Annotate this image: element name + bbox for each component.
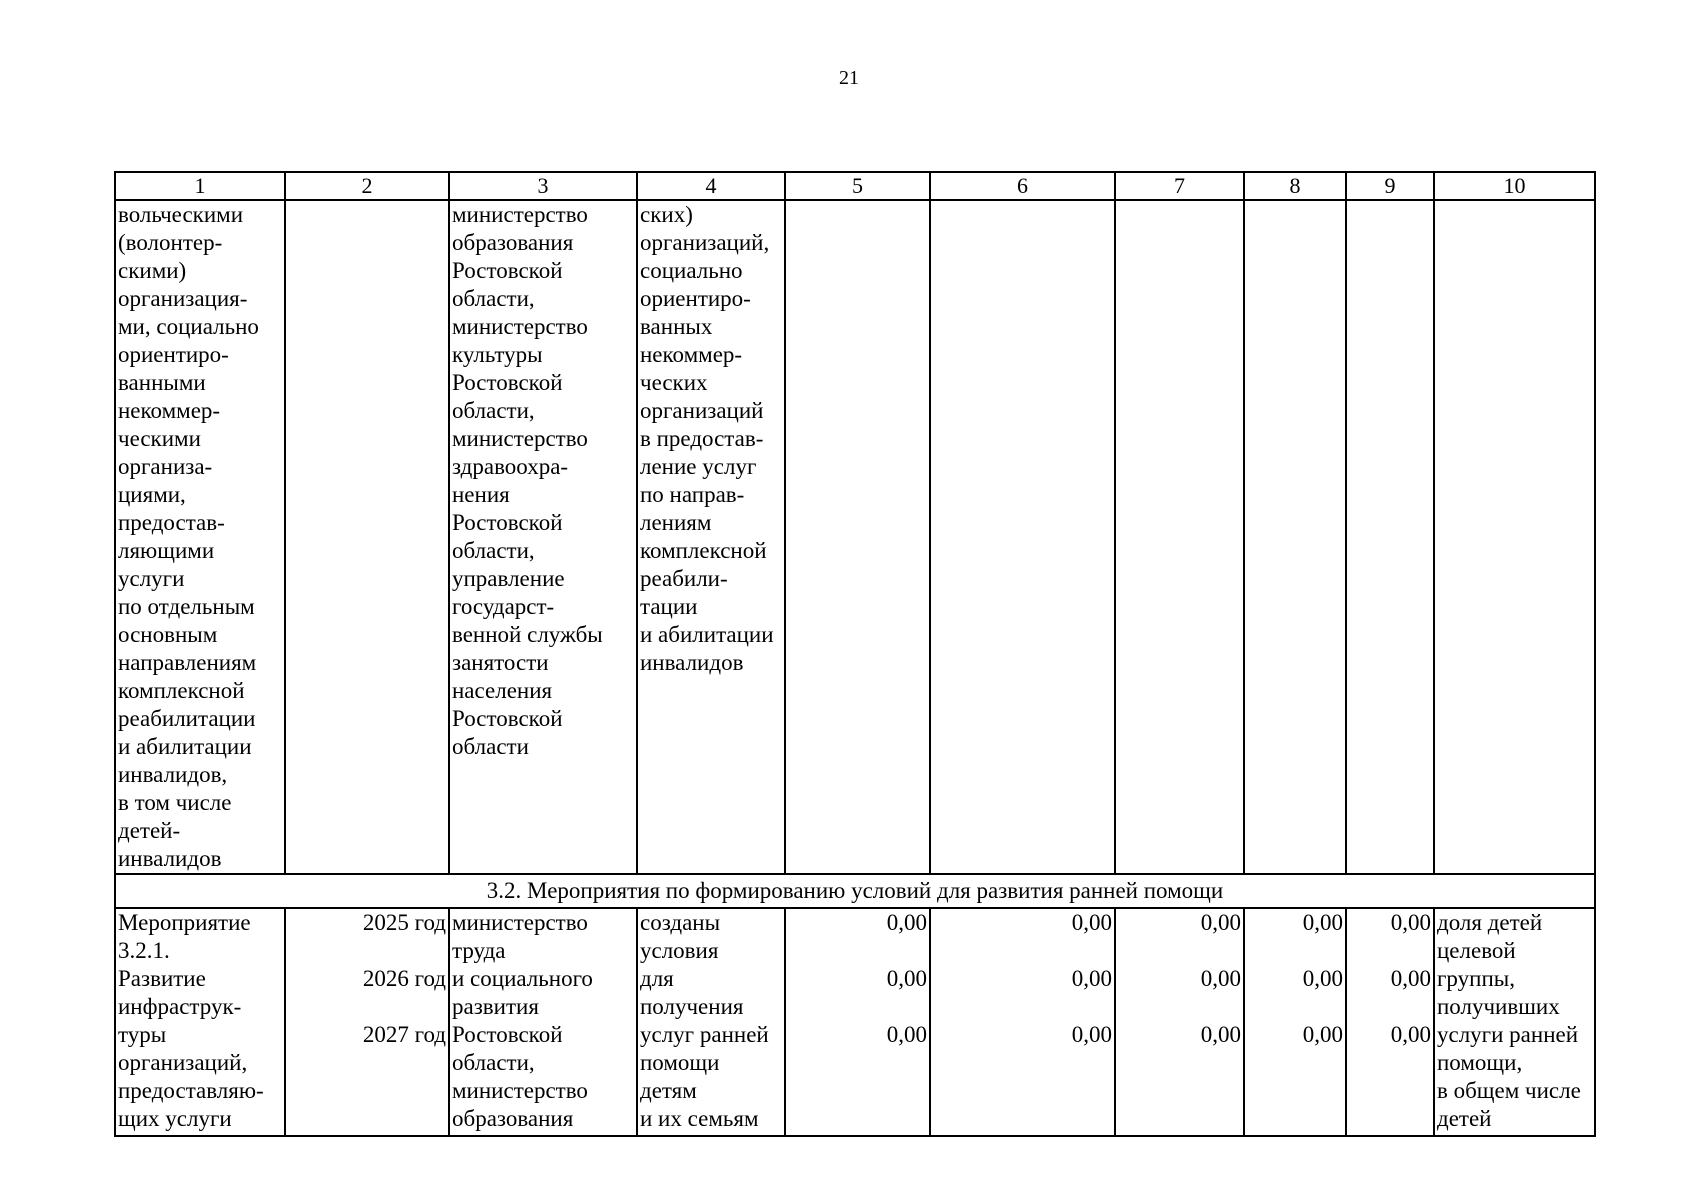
cell-text-line: занятости	[452, 650, 549, 675]
column-header: 3	[449, 172, 637, 200]
value-text: 0,00	[1071, 1022, 1112, 1047]
cell-text-line: Мероприятие	[118, 910, 251, 935]
table-row	[115, 200, 1595, 874]
cell-text-line: детей-	[118, 818, 181, 843]
value-text: 0,00	[1302, 966, 1343, 991]
value-text: 0,00	[1200, 910, 1241, 935]
cell-text-line: и абилитации	[640, 622, 774, 647]
cell-text-line: инвалидов	[640, 650, 744, 675]
column-header: 5	[785, 172, 930, 200]
cell-text-line: 2027 год	[362, 1022, 446, 1047]
column-header: 9	[1346, 172, 1434, 200]
value-cell	[785, 908, 930, 1136]
executor-cell	[449, 908, 637, 1136]
cell-text-line: ванными	[118, 370, 206, 395]
cell-text-line: и социального	[452, 966, 593, 991]
cell-text-line: министерство	[452, 426, 588, 451]
cell-text-line: циями,	[118, 482, 186, 507]
column-header: 2	[285, 172, 449, 200]
cell-text-line: области,	[452, 398, 535, 423]
value-text: 0,00	[886, 1022, 927, 1047]
value-text: 0,00	[886, 910, 927, 935]
cell-text-line: туры	[118, 1022, 167, 1047]
cell-text-line: реабилитации	[118, 706, 256, 731]
value-text: 0,00	[1071, 910, 1112, 935]
result-cell	[637, 908, 785, 1136]
cell-text-line: реабили-	[640, 566, 728, 591]
cell-text-line: ми, социально	[118, 314, 259, 339]
activity-description-cell	[115, 200, 285, 874]
cell-text-line: 2025 год	[362, 910, 446, 935]
cell-text-line: тации	[640, 594, 698, 619]
value-cell	[1115, 908, 1244, 1136]
cell-text-line: Ростовской	[452, 258, 563, 283]
column-number-row	[115, 172, 1595, 200]
cell-text-line: управление	[452, 566, 565, 591]
value-cell	[1244, 908, 1346, 1136]
value-text: 0,00	[1390, 966, 1431, 991]
value-text: 0,00	[1200, 966, 1241, 991]
column-header: 7	[1115, 172, 1244, 200]
cell-text-line: 2026 год	[362, 966, 446, 991]
value-cell	[930, 908, 1115, 1136]
value-cell	[1244, 200, 1346, 874]
cell-text-line: министерство	[452, 202, 588, 227]
cell-text-line: в том числе	[118, 790, 232, 815]
cell-text-line: ориентиро-	[118, 342, 229, 367]
cell-text-line: предоставляю-	[118, 1078, 264, 1103]
cell-text-line: области	[452, 734, 529, 759]
cell-text-line: организация-	[118, 286, 248, 311]
activity-table	[114, 171, 1596, 1137]
cell-text-line: Развитие	[118, 966, 206, 991]
cell-text-line: некоммер-	[640, 342, 743, 367]
cell-text-line: получения	[640, 994, 744, 1019]
period-cell	[285, 200, 449, 874]
value-cell	[1346, 200, 1434, 874]
column-header: 1	[115, 172, 285, 200]
cell-text-line: помощи	[640, 1050, 720, 1075]
cell-text-line: ческими	[118, 426, 201, 451]
page-number: 21	[839, 67, 859, 89]
cell-text-line: области,	[452, 1050, 535, 1075]
cell-text-line: доля детей	[1437, 910, 1543, 935]
cell-text-line: лениям	[640, 510, 712, 535]
cell-text-line: группы,	[1437, 966, 1515, 991]
value-text: 0,00	[1390, 1022, 1431, 1047]
column-header: 8	[1244, 172, 1346, 200]
cell-text-line: культуры	[452, 342, 543, 367]
cell-text-line: венной службы	[452, 622, 603, 647]
cell-text-line: ление услуг	[640, 454, 757, 479]
value-text: 0,00	[1302, 1022, 1343, 1047]
column-header: 4	[637, 172, 785, 200]
value-text: 0,00	[1200, 1022, 1241, 1047]
cell-text-line: для	[640, 966, 674, 991]
cell-text-line: Ростовской	[452, 1022, 563, 1047]
cell-text-line: некоммер-	[118, 398, 221, 423]
cell-text-line: и абилитации	[118, 734, 252, 759]
cell-text-line: области,	[452, 286, 535, 311]
cell-text-line: и их семьям	[640, 1106, 759, 1131]
section-title: 3.2. Мероприятия по формированию условий для развития ранней помощи	[115, 874, 1595, 908]
activity-description-cell	[115, 908, 285, 1136]
cell-text-line: условия	[640, 938, 719, 963]
cell-text-line: Ростовской	[452, 370, 563, 395]
result-cell	[637, 200, 785, 874]
cell-text-line: ских)	[640, 202, 693, 227]
cell-text-line: в общем числе	[1437, 1078, 1581, 1103]
cell-text-line: организаций,	[118, 1050, 248, 1075]
value-text: 0,00	[1302, 910, 1343, 935]
cell-text-line: по отдельным	[118, 594, 255, 619]
cell-text-line: помощи,	[1437, 1050, 1523, 1075]
value-text: 0,00	[1390, 910, 1431, 935]
column-header: 10	[1434, 172, 1595, 200]
cell-text-line: образования	[452, 1106, 574, 1131]
value-cell	[785, 200, 930, 874]
cell-text-line: скими)	[118, 258, 187, 283]
period-cell	[285, 908, 449, 1136]
cell-text-line: щих услуги	[118, 1106, 232, 1131]
column-header: 6	[930, 172, 1115, 200]
cell-text-line: услуги	[118, 566, 185, 591]
cell-text-line: детей	[1437, 1106, 1492, 1131]
cell-text-line: предостав-	[118, 510, 225, 535]
cell-text-line: Ростовской	[452, 510, 563, 535]
cell-text-line: ориентиро-	[640, 286, 751, 311]
cell-text-line: министерство	[452, 910, 588, 935]
value-text: 0,00	[886, 966, 927, 991]
cell-text-line: направлениям	[118, 650, 257, 675]
cell-text-line: образования	[452, 230, 574, 255]
cell-text-line: получивших	[1437, 994, 1560, 1019]
cell-text-line: труда	[452, 938, 506, 963]
cell-text-line: Ростовской	[452, 706, 563, 731]
cell-text-line: ческих	[640, 370, 708, 395]
cell-text-line: развития	[452, 994, 539, 1019]
cell-text-line: инвалидов	[118, 846, 222, 871]
cell-text-line: основным	[118, 622, 218, 647]
section-row	[115, 874, 1595, 908]
cell-text-line: организа-	[118, 454, 213, 479]
cell-text-line: организаций	[640, 398, 764, 423]
cell-text-line: ванных	[640, 314, 713, 339]
cell-text-line: нения	[452, 482, 510, 507]
cell-text-line: инфраструк-	[118, 994, 242, 1019]
cell-text-line: по направ-	[640, 482, 745, 507]
value-cell	[930, 200, 1115, 874]
cell-text-line: (волонтер-	[118, 230, 223, 255]
cell-text-line: инвалидов,	[118, 762, 228, 787]
cell-text-line: созданы	[640, 910, 721, 935]
indicator-cell	[1434, 200, 1595, 874]
cell-text-line: здравоохра-	[452, 454, 569, 479]
value-cell	[1115, 200, 1244, 874]
cell-text-line: социально	[640, 258, 743, 283]
cell-text-line: министерство	[452, 314, 588, 339]
cell-text-line: организаций,	[640, 230, 770, 255]
cell-text-line: комплексной	[118, 678, 245, 703]
cell-text-line: области,	[452, 538, 535, 563]
value-text: 0,00	[1071, 966, 1112, 991]
value-cell	[1346, 908, 1434, 1136]
executor-cell	[449, 200, 637, 874]
table-row	[115, 908, 1595, 1136]
cell-text-line: услуги ранней	[1437, 1022, 1579, 1047]
cell-text-line: 3.2.1.	[118, 938, 170, 963]
cell-text-line: ляющими	[118, 538, 215, 563]
cell-text-line: в предостав-	[640, 426, 764, 451]
cell-text-line: детям	[640, 1078, 697, 1103]
cell-text-line: услуг ранней	[640, 1022, 769, 1047]
cell-text-line: целевой	[1437, 938, 1516, 963]
cell-text-line: государст-	[452, 594, 555, 619]
cell-text-line: министерство	[452, 1078, 588, 1103]
cell-text-line: вольческими	[118, 202, 244, 227]
indicator-cell	[1434, 908, 1595, 1136]
cell-text-line: населения	[452, 678, 553, 703]
cell-text-line: комплексной	[640, 538, 767, 563]
